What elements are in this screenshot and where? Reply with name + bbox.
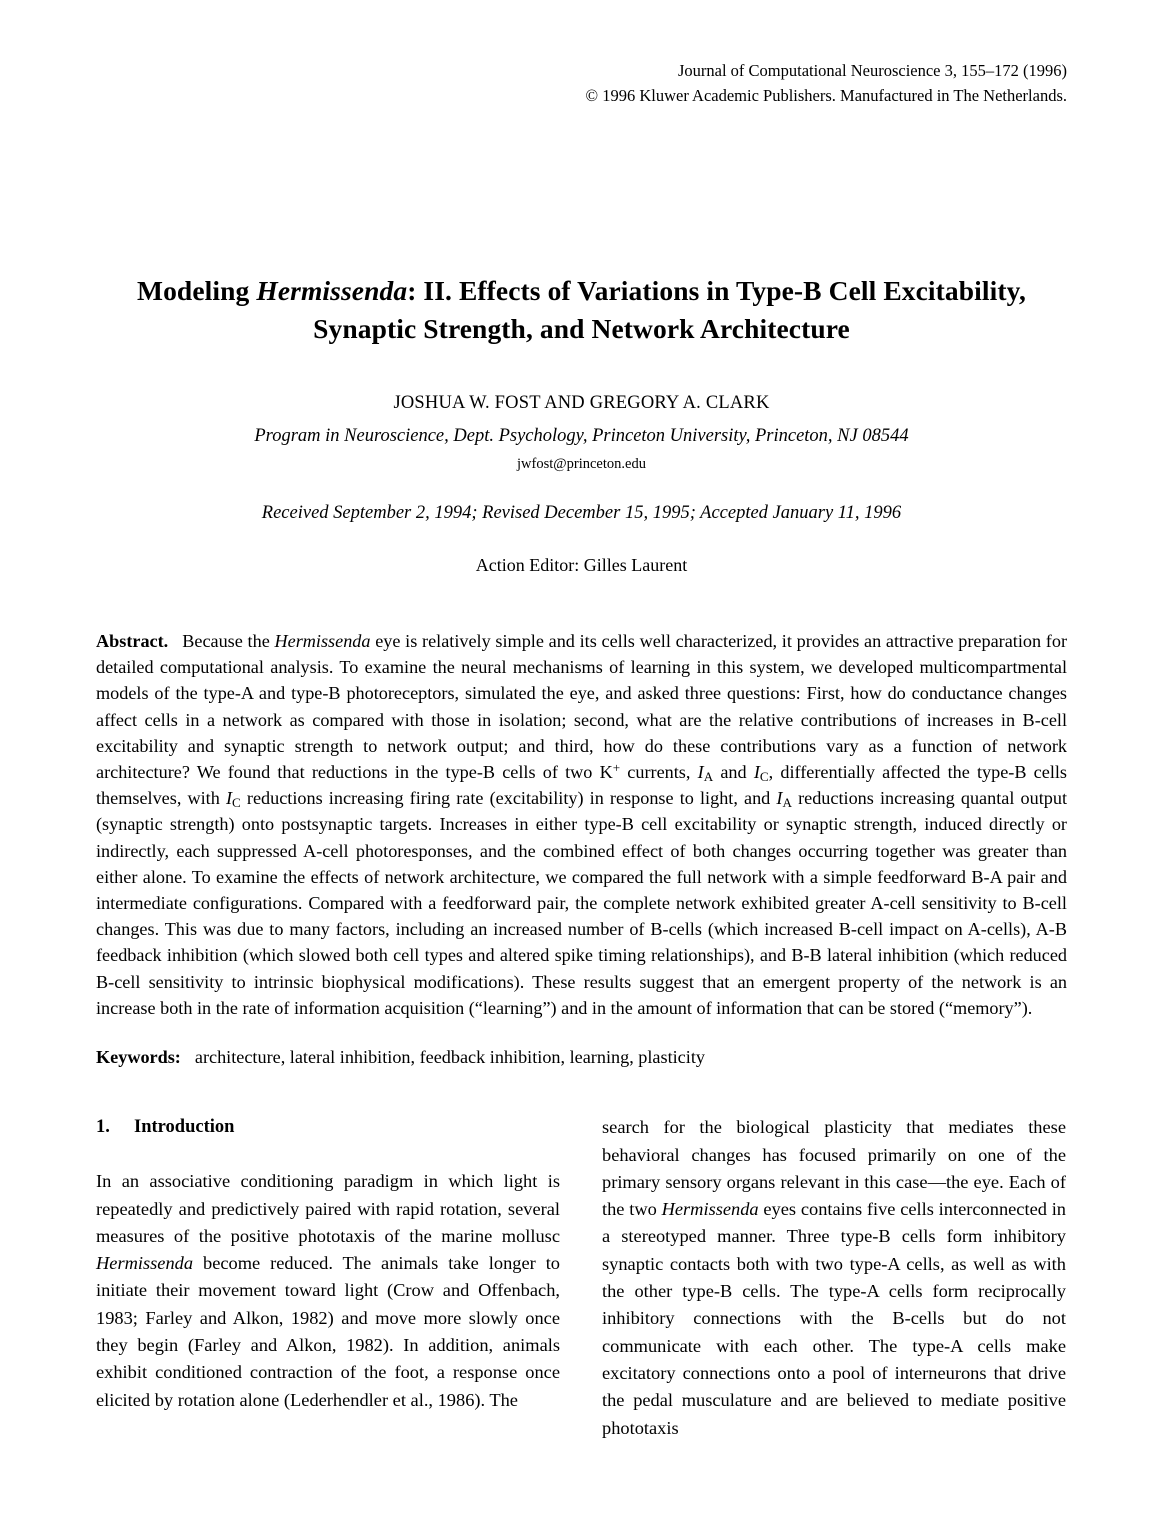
author-affiliation: Program in Neuroscience, Dept. Psychology, Princeton University, Princeton, NJ 08544 xyxy=(254,426,909,446)
column-left xyxy=(96,1114,560,1442)
author-names: JOSHUA W. FOST AND GREGORY A. CLARK xyxy=(393,393,770,413)
abstract-text-1: Because the xyxy=(182,631,275,651)
keywords-value: architecture, lateral inhibition, feedback inhibition, learning, plasticity xyxy=(194,1047,705,1068)
current-ia-subscript: A xyxy=(703,768,714,784)
page-title xyxy=(96,272,1067,348)
current-ia-subscript-2: A xyxy=(782,795,792,811)
current-ic-subscript: C xyxy=(759,768,769,784)
intro-paragraph-right xyxy=(602,1114,1066,1442)
title-line-1-pre: Modeling xyxy=(137,275,257,306)
intro-right-text-b: eyes contains five cells interconnected in a stereotyped manner. Three type-B cells form inhibitory synaptic contacts both with two type-A cells, as well as with the other type-B cells. The type-A cells form reciprocally inhibitory connections with the B-cells but do not communicate with each other. The type-A cells make excitatory connections onto a pool of interneurons that drive the pedal musculature and are believed to mediate positive phototaxis xyxy=(602,1199,1066,1438)
title-block xyxy=(96,272,1067,348)
intro-right-text-a: search for the biological plasticity that mediates these behavioral changes has focused primarily on one of the primary sensory organs relevant in this case—the eye. Each of the two xyxy=(602,1117,1066,1220)
page-bottom-edge xyxy=(0,1532,1163,1538)
potassium-superscript: + xyxy=(612,760,621,776)
title-species-name: Hermissenda xyxy=(256,275,408,306)
copyright-symbol: © xyxy=(585,86,599,105)
copyright-text: 1996 Kluwer Academic Publishers. Manufactured in The Netherlands. xyxy=(602,86,1067,105)
title-line-2: Synaptic Strength, and Network Architecture xyxy=(313,313,850,344)
abstract-text-2: eye is relatively simple and its cells well characterized, it provides an attractive preparation for detailed computational analysis. To examine the neural mechanisms of learning in this system, we developed multicompartmental models of the type-A and type-B photoreceptors, simulated the eye, and asked three questions: First, how do conductance changes affect cells in a network as compared with those in isolation; second, what are the relative contributions of increases in B-cell excitability and synaptic strength to network output; and third, how do these contributions vary as a function of network architecture? We found that reductions in the type-B cells of two K xyxy=(96,631,1068,783)
intro-right-species: Hermissenda xyxy=(661,1199,759,1220)
keywords-line xyxy=(96,1044,1067,1070)
title-line-1-post: : II. Effects of Variations in Type-B Cell Excitability, xyxy=(407,275,1026,306)
intro-left-species: Hermissenda xyxy=(96,1253,194,1274)
keywords-label: Keywords: xyxy=(96,1047,181,1068)
journal-header xyxy=(96,58,1067,108)
intro-paragraph-left xyxy=(96,1168,560,1414)
section-number: 1. xyxy=(96,1117,110,1138)
column-right xyxy=(602,1114,1066,1442)
current-ia-symbol: I xyxy=(697,762,704,783)
current-ia-symbol-2: I xyxy=(776,788,783,809)
title-line-1 xyxy=(96,272,1067,310)
intro-left-text-a: In an associative conditioning paradigm in which light is repeatedly and predictively paired with rapid rotation, several measures of the positive phototaxis of the marine mollusc xyxy=(96,1171,560,1246)
current-ic-symbol-2: I xyxy=(225,788,233,809)
action-editor: Action Editor: Gilles Laurent xyxy=(475,555,688,575)
body-columns xyxy=(96,1114,1067,1442)
journal-citation-line: Journal of Computational Neuroscience 3, 155–172 (1996) xyxy=(677,61,1067,80)
abstract-paragraph xyxy=(96,628,1067,1021)
abstract-text-6: reductions increasing firing rate (excitability) in response to light, and xyxy=(240,788,777,809)
author-email: jwfost@princeton.edu xyxy=(517,456,646,472)
abstract-text-4: and xyxy=(713,762,754,783)
abstract-text-7: reductions increasing quantal output (synaptic strength) onto postsynaptic targets. Increases in either type-B cell excitability or synaptic strength, induced directly or indirectly, each suppressed A-cell photoresponses, and the combined effect of both changes occurring together was greater than either alone. To examine the effects of network architecture, we compared the full network with a simple feedforward B-A pair and intermediate configurations. Compared with a feedforward pair, the complete network exhibited greater A-cell sensitivity to B-cell changes. This was due to many factors, including an increased number of B-cells (which increased B-cell impact on A-cells), A-B feedback inhibition (which slowed both cell types and altered spike timing relationships), and B-B lateral inhibition (which reduced B-cell sensitivity to intrinsic biophysical modifications). These results suggest that an emergent property of the network is an increase both in the rate of information acquisition (“learning”) and in the amount of information that can be stored (“memory”). xyxy=(96,788,1067,1018)
section-title: Introduction xyxy=(134,1117,235,1138)
abstract-text-3: currents, xyxy=(620,762,698,783)
copyright-line xyxy=(96,83,1067,108)
current-ic-subscript-2: C xyxy=(232,795,241,811)
abstract-text-5: , differentially affected the type-B cells themselves, with xyxy=(96,762,1068,809)
intro-left-text-b: become reduced. The animals take longer to initiate their movement toward light (Crow and Offenbach, 1983; Farley and Alkon, 1982) and move more slowly once they begin (Farley and Alkon, 1982). In addition, animals exhibit conditioned contraction of the foot, a response once elicited by rotation alone (Lederhendler et al., 1986). The xyxy=(96,1253,560,1410)
section-heading-introduction xyxy=(96,1114,560,1140)
submission-dates: Received September 2, 1994; Revised December 15, 1995; Accepted January 11, 1996 xyxy=(261,503,902,523)
abstract-label: Abstract. xyxy=(96,631,169,651)
abstract-species-1: Hermissenda xyxy=(274,631,371,651)
current-ic-symbol: I xyxy=(753,762,760,783)
